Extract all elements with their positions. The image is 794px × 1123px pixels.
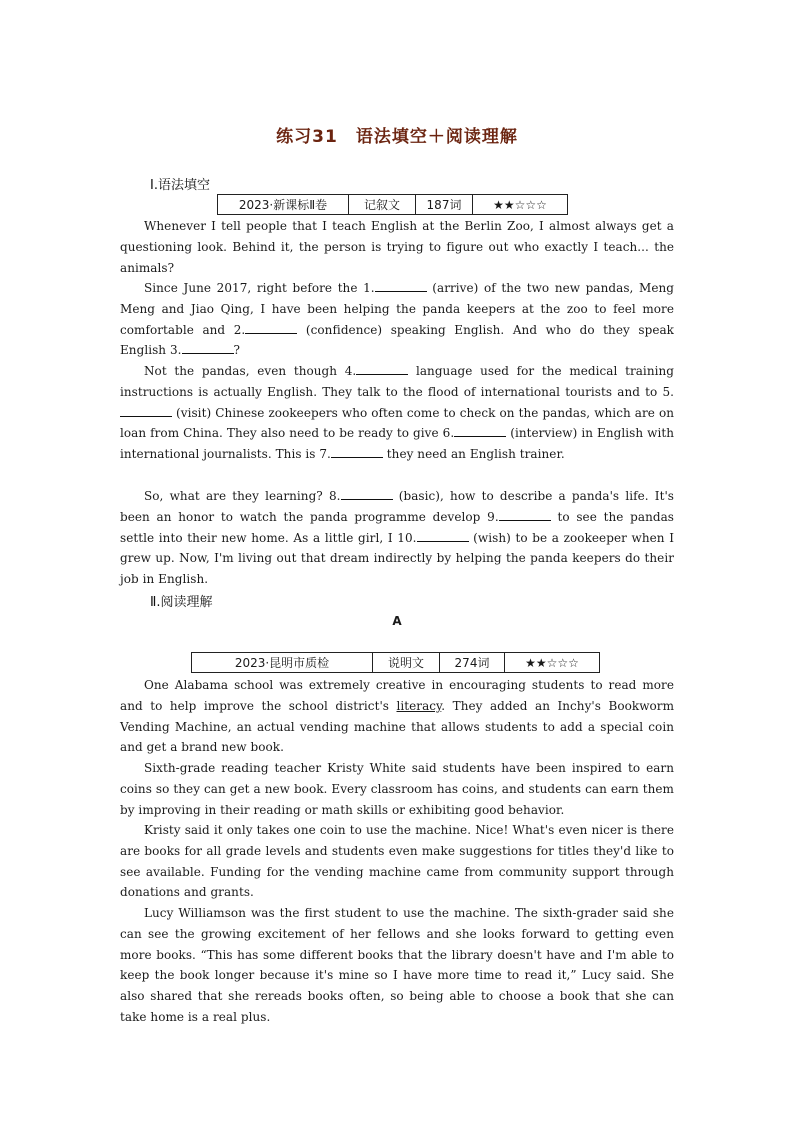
answer-blank[interactable] <box>120 404 172 417</box>
paragraph-text: ? <box>233 343 240 358</box>
info-difficulty: ★★☆☆☆ <box>505 653 600 673</box>
blank-number: 5. <box>662 384 674 399</box>
info-genre: 记叙文 <box>349 195 416 215</box>
paragraph-text: (visit) Chinese zookeepers who often come to check on the pandas, which are on loan from China. They also need to be ready to give <box>120 405 674 441</box>
info-genre: 说明文 <box>373 653 440 673</box>
answer-blank[interactable] <box>182 341 234 354</box>
answer-blank[interactable] <box>417 529 469 542</box>
info-source: 2023·新课标Ⅱ卷 <box>218 195 349 215</box>
section-heading-grammar: Ⅰ.语法填空 <box>150 178 210 193</box>
page-title: 练习31 语法填空＋阅读理解 <box>276 127 518 147</box>
paragraph-text: (arrive) of the two new pandas, Meng Meng and Jiao Qing, I have been helping the panda keepers at the zoo to feel more comfortable and <box>120 281 674 337</box>
underlined-word: literacy <box>396 698 442 713</box>
paragraph-text: . They added an Inchy's Bookworm Vending Machine, an actual vending machine that allows students to add a special coin and get a brand new book. <box>120 698 675 755</box>
answer-blank[interactable] <box>331 445 383 458</box>
info-table-grammar <box>217 194 568 215</box>
answer-blank[interactable] <box>245 321 297 334</box>
blank-number: 10. <box>397 530 417 545</box>
info-words: 187词 <box>416 195 473 215</box>
paragraph-text: they need an English trainer. <box>382 447 565 462</box>
blank-number: 7. <box>319 447 331 462</box>
blank-number: 6. <box>442 426 455 441</box>
section-heading-reading: Ⅱ.阅读理解 <box>150 595 213 610</box>
paragraph-text: So, what are they learning? <box>144 489 329 503</box>
paragraph-text: Whenever I tell people that I teach English at the Berlin Zoo, I almost always get a questioning look. Behind it, the person is trying to figure out who exactly I teach... the animals? <box>120 219 674 275</box>
info-difficulty: ★★☆☆☆ <box>473 195 568 215</box>
answer-blank[interactable] <box>341 487 393 500</box>
paragraph-text: language used for the medical training instructions is actually English. They talk to the flood of international tourists and to <box>120 364 675 399</box>
answer-blank[interactable] <box>356 362 408 375</box>
paragraph-text: to see the pandas settle into their new home. As a little girl, I <box>120 509 674 545</box>
info-table-reading <box>191 652 600 673</box>
answer-blank[interactable] <box>454 424 506 437</box>
blank-number: 3. <box>169 343 182 358</box>
info-source: 2023·昆明市质检 <box>192 653 373 673</box>
paragraph-text: (basic), how to describe a panda's life. It's been an honor to watch the panda programme develop <box>120 489 675 524</box>
blank-number: 1. <box>363 281 375 295</box>
grammar-paragraph-4 <box>120 486 674 590</box>
reading-paragraph-4: Lucy Williamson was the first student to use the machine. The sixth-grader said she can see the growing excitement of her fellows and she looks forward to getting even more books. “This has some different books that the library doesn't have and I'm able to keep the book longer because it's mine so I have more time to read it,” Lucy said. She also shared that she rereads books often, so being able to choose a book that she can take home is a real plus. <box>120 906 674 1024</box>
grammar-paragraph-2 <box>120 278 674 361</box>
passage-label: A <box>392 614 402 628</box>
paragraph-text: Since June 2017, right before the <box>144 281 364 295</box>
answer-blank[interactable] <box>375 279 427 292</box>
blank-number: 8. <box>328 489 341 503</box>
grammar-paragraph-3 <box>120 361 674 465</box>
blank-number: 2. <box>233 322 246 337</box>
answer-blank[interactable] <box>499 508 551 521</box>
paragraph-text: One Alabama school was extremely creative in encouraging students to read more and to help improve the school district's <box>120 678 674 713</box>
grammar-paragraph-1 <box>120 216 674 278</box>
reading-paragraph-2: Sixth-grade reading teacher Kristy White said students have been inspired to earn coins so they can get a new book. Every classroom has coins, and students can earn them by improving in their reading or math skills or exhibiting good behavior. <box>120 761 674 817</box>
paragraph-text: (confidence) speaking English. And who do they speak English <box>120 322 674 358</box>
reading-paragraph-1 <box>120 675 674 758</box>
blank-number: 4. <box>344 364 357 378</box>
paragraph-text: (interview) in English with international journalists. This is <box>120 426 674 462</box>
reading-paragraph-3: Kristy said it only takes one coin to use the machine. Nice! What's even nicer is there are books for all grade levels and students even make suggestions for titles they'd like to see available. Funding for the vending machine came from community support through donations and grants. <box>120 823 674 900</box>
paragraph-text: Not the pandas, even though <box>144 364 345 378</box>
blank-number: 9. <box>487 509 499 524</box>
info-words: 274词 <box>440 653 505 673</box>
paragraph-text: (wish) to be a zookeeper when I grew up. Now, I'm living out that dream indirectly by helping the panda keepers do their job in English. <box>120 530 674 587</box>
